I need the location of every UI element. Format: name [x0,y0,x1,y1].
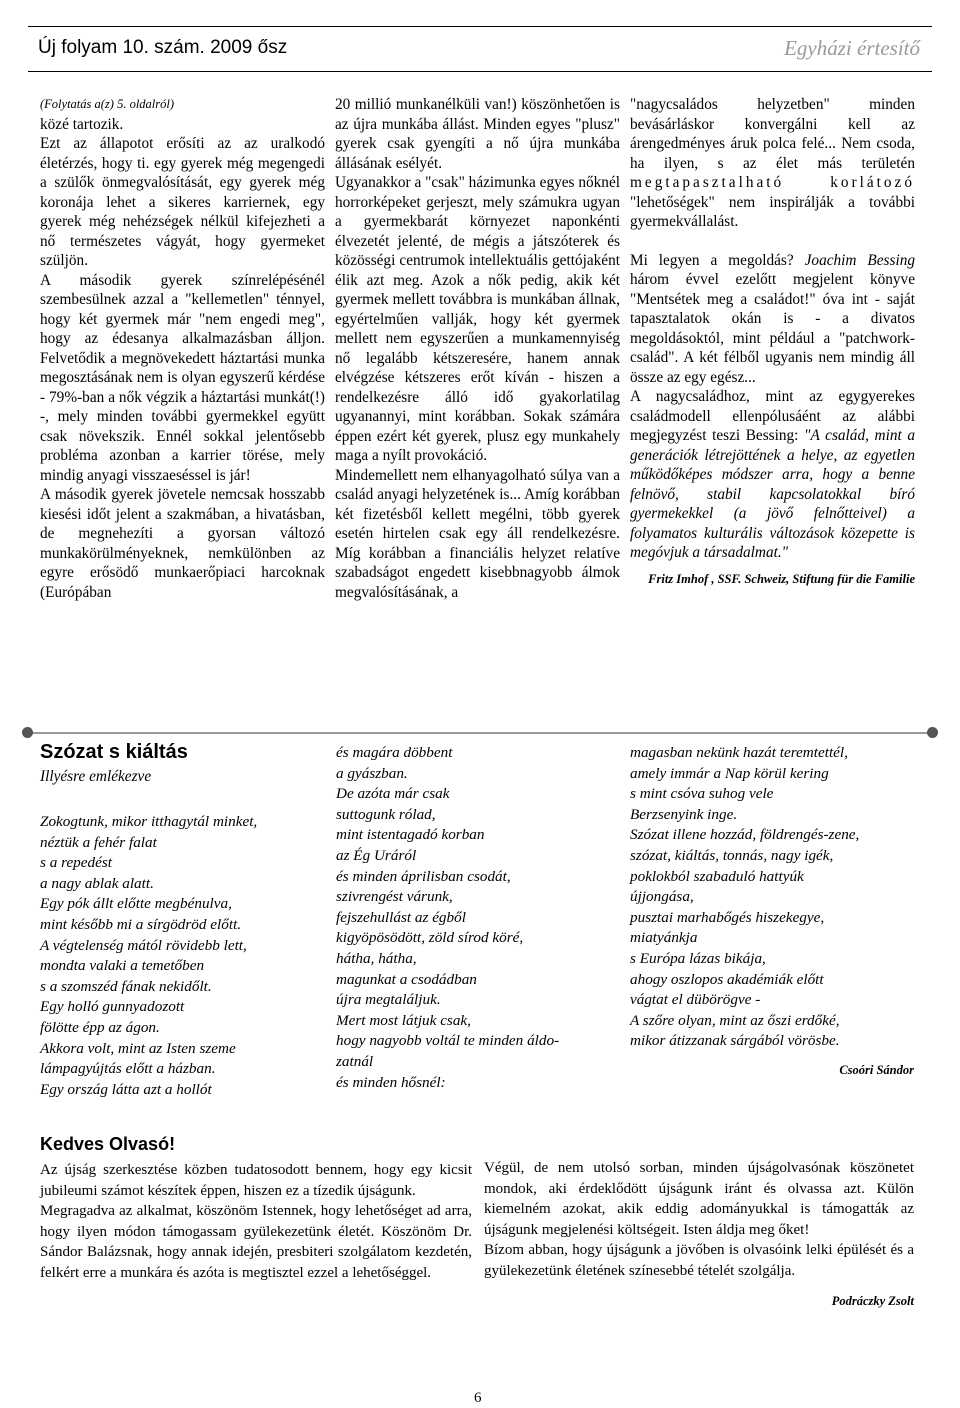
poem-line: vágtat el dübörögve - [630,991,761,1009]
letter-paragraph: Bízom abban, hogy újságunk a jövőben is olvasóink lelki épülését és a gyülekezetünk életének színesebbé tételét szolgálja. [484,1242,914,1279]
poem-line: Zokogtunk, mikor itthagytál minket, [40,813,258,830]
poem-line: és minden hősnél: [336,1073,446,1091]
poem-line: mondta valaki a temetőben [40,957,205,975]
author-name: Joachim Bessing [804,251,915,269]
poem-column-3 [630,743,859,1052]
poem-line: s mint csóva suhog vele [630,785,774,803]
poem-line: és magára döbbent [336,744,453,761]
article-paragraph: Mi legyen a megoldás? Joachim Bessing három évvel ezelőtt megjelent könyve "Mentsétek meg a családot!" óva int - saját tapasztalatok okán is - a divatos megoldásoktól, mint például a "patchwork-család". A két félből ugyanis nem mindig áll össze az egy egész... [630,251,915,386]
article-paragraph: közé tartozik. [40,115,124,133]
poem-line: A szőre olyan, mint az őszi erdőké, [630,1011,840,1029]
poem-line: pusztai marhabőgés hiszekegye, [630,908,825,926]
issue-label: Új folyam 10. szám. 2009 ősz [38,37,288,58]
poem-line: szivrengést várunk, [336,888,453,906]
poem-line: a gyászban. [336,764,408,782]
divider-dot [22,727,33,738]
section-divider [28,732,932,734]
letter-column-2 [484,1158,914,1312]
article-paragraph: Ezt az állapotot erősíti az az uralkodó életérzés, hogy ti. egy gyerek még megengedi a szülők önmegvalósítását, egy gyerek még koronája lehet a sikeres karriernek, egy gyerek még nehézségek nélkül kifejezheti a nő természetes vágyát, hogy gyermeket szüljön. [40,135,325,269]
article-paragraph: 20 millió munkanélküli van!) köszönhetően is az újra munkába állást. Minden egyes "plusz" gyerek csak gyengíti a nő újra munkába állásának esélyét. [335,96,620,172]
letter-paragraph: Az újság szerkesztése közben tudatosodott bennem, hogy egy kicsit jubileumi számot készítek éppen, hiszen ez a tízedik újságunk. [40,1162,472,1199]
letter-title: Kedves Olvasó! [40,1134,176,1154]
poem-line: Egy ország látta azt a hollót [40,1080,212,1098]
poem-line: kigyöpösödött, zöld sírod köré, [336,929,524,947]
spaced-text: megtapasztalható korlátozó [630,174,915,191]
poem-line: Berzsenyink inge. [630,805,738,823]
poem-line: Akkora volt, mint az Isten szeme [40,1039,236,1057]
poem-line: s a szomszéd fának nekidőlt. [40,977,212,995]
page-number: 6 [474,1390,482,1406]
poem-line: újjongása, [630,888,694,906]
journal-title: Egyházi értesítő [784,36,920,60]
poem-line: Egy pók állt előtte megbénulva, [40,895,232,913]
poem-line: lámpagyújtás előtt a házban. [40,1060,216,1078]
page-header [28,26,932,72]
letter-signature: Podráczky Zsolt [831,1294,914,1308]
poem-title: Szózat s kiáltás [40,741,188,763]
poem-line: ahogy oszlopos akadémiák előtt [630,970,824,988]
article-paragraph: A nagycsaládhoz, mint az egygyerekes családmodell ellenpólusáént az alábbi megjegyzést teszi Bessing: "A család, mint a generációk létrejöttének a helye, az egyetlen működőképes módszer arra, hogy a benne felnövő, stabil kapcsolatokkal bíró gyermekekkel (a jövő felnőtteivel) a folyamatos kulturális változások közepette is megóvjuk a társadalmat." [630,388,915,561]
poem-line: fölötte épp az ágon. [40,1018,160,1036]
poem-line: poklokból szabaduló hattyúk [630,867,804,885]
poem-subtitle: Illyésre emlékezve [40,768,152,785]
poem-line: Egy holló gunnyadozott [40,998,185,1016]
poem-line: De azóta már csak [336,785,450,803]
poem-line: s a repedést [40,854,112,872]
article-paragraph: Mindemellett nem elhanyagolható súlya van a család anyagi helyzetének is... Amíg korábban két fizetésből kellett megélni, több gyerek esetén hirtelen csak egy áll rendelkezésre. Míg korábban a financiális helyzet relatíve szabadságot engedett kisebbnagyobb álmok megvalósításának, a [335,466,620,601]
article-column-3 [630,95,915,588]
poem-line: Szózat illene hozzád, földrengés-zene, [630,826,860,844]
poem-line: fejszehullást az égből [336,908,466,926]
poem-line: a nagy ablak alatt. [40,874,154,892]
poem-line: néztük a fehér falat [40,833,157,851]
continuation-note: (Folytatás a(z) 5. oldalról) [40,97,175,111]
article-column-1 [40,95,325,602]
letter-paragraph: Végül, de nem utolsó sorban, minden újságolvasónak köszönetet mondok, aki érdeklődött újságunk iránt és olvassa azt. Külön kiemelném azokat, akik eddig adományukkal is támogatták az újságunk megjelenési költségeit. Isten áldja meg őket! [484,1160,914,1238]
poem-column-1 [40,812,257,1100]
article-paragraph: Ugyanakkor a "csak" házimunka egyes nőknél horrorképeket gerjeszt, mely számukra ugyan a gyermekbarát környezet naponkénti élvezetét jelenté, de mégis a játszóterek és közösségi centrumok intellektuális gettójaként élik azt meg. Azok a nők pedig, akik két gyermek mellett továbbra is munkában állnak, egyértelműen vallják, hogy két gyermek mellett nem egyszerűen a munkamennyiség nő legalább kétszeresére, hanem annak elvégzése kétszeres erőt kíván - hiszen a rendelkezésre álló idő gyakorlatilag ugyanannyi, mint korábban. Sokak számára éppen ezért két gyerek, plusz egy munkahely maga a nyílt provokáció. [335,174,620,464]
poem-line: szózat, kiáltás, tonnás, nagy igék, [630,846,834,864]
article-paragraph: "nagycsaládos helyzetben" minden bevásárláskor konvergálni kell az árengedményes áruk polca felé... Nem csoda, ha ilyen, s az élet más területén megtapasztalható korlátozó "lehetőségek" nem inspirálják a további gyermekvállalást. [630,96,915,230]
poem-line: hátha, hátha, [336,949,417,967]
poem-line: magasban nekünk hazát teremtettél, [630,744,848,761]
poem-line: A végtelenség mától rövidebb lett, [40,936,247,954]
poem-line: hogy nagyobb voltál te minden áldo- [336,1032,560,1050]
poem-line: és minden áprilisban csodát, [336,867,511,885]
poem-line: miatyánkja [630,929,698,947]
poem-line: újra megtaláljuk. [336,991,441,1009]
article-paragraph: A második gyerek színrelépésénél szembesülnek azzal a "kellemetlen" ténnyel, hogy két gyermek már "nem engedi meg", hogy az édesanya alkalmazásban álljon. Felvetődik a megnövekedett háztartási munka megosztásának nem is olyan egyszerű kérdése - 79%-ban a nők végzik a háztartási munkát(!) -, mely minden további gyermekkel együtt csak növekszik. Ennél sokkal jelentősebb probléma azonban a karrier törése, mely mindig anyagi visszaeséssel is jár! [40,271,325,484]
quote: "A család, mint a generációk létrejöttének a helye, az egyetlen működőképes módszer arra, hogy a benne felnövő, stabil kapcsolatokkal bíró gyermekekkel (a jövő felnőtteivel) a folyamatos kulturális változások közepette is megóvjuk a társadalmat." [630,427,915,561]
letter-paragraph: Megragadva az alkalmat, köszönöm Istennek, hogy lehetőséget ad arra, hogy ilyen módon támogassam gyülekezetünk életét. Köszönöm Dr. Sándor Balázsnak, hogy annak idején, presbiteri szolgálatom kezdetén, felkért erre a munkára és azóta is megtisztel ezzel a lehetőséggel. [40,1203,472,1281]
letter-column-1 [40,1160,472,1283]
divider-dot [927,727,938,738]
poem-line: zatnál [336,1052,374,1070]
poem-author: Csoóri Sándor [839,1063,914,1077]
poem-line: mikor átizzanak sárgából vörösbe. [630,1032,840,1050]
article-column-2 [335,95,620,602]
paragraph-gap [630,232,915,251]
poem-column-2 [336,743,559,1093]
poem-line: az Ég Uráról [336,846,417,864]
poem-line: mint később mi a sírgödröd előtt. [40,915,242,933]
poem-line: magunkat a csodádban [336,970,477,988]
poem-line: Mert most látjuk csak, [336,1011,471,1029]
poem-line: amely immár a Nap körül kering [630,764,829,782]
article-signature: Fritz Imhof , SSF. Schweiz, Stiftung für die Familie [648,571,915,586]
poem-line: s Európa lázas bikája, [630,949,766,967]
poem-line: mint istentagadó korban [336,826,485,844]
article-paragraph: A második gyerek jövetele nemcsak hosszabb kiesési időt jelent a szakmában, a hivatásban, de megnehezíti a gyorsan változó munkakörülményeknek, nemkülönben az egyre erősödő munkaerőpiaci harcoknak (Európában [40,486,325,601]
poem-line: suttogunk rólad, [336,805,436,823]
